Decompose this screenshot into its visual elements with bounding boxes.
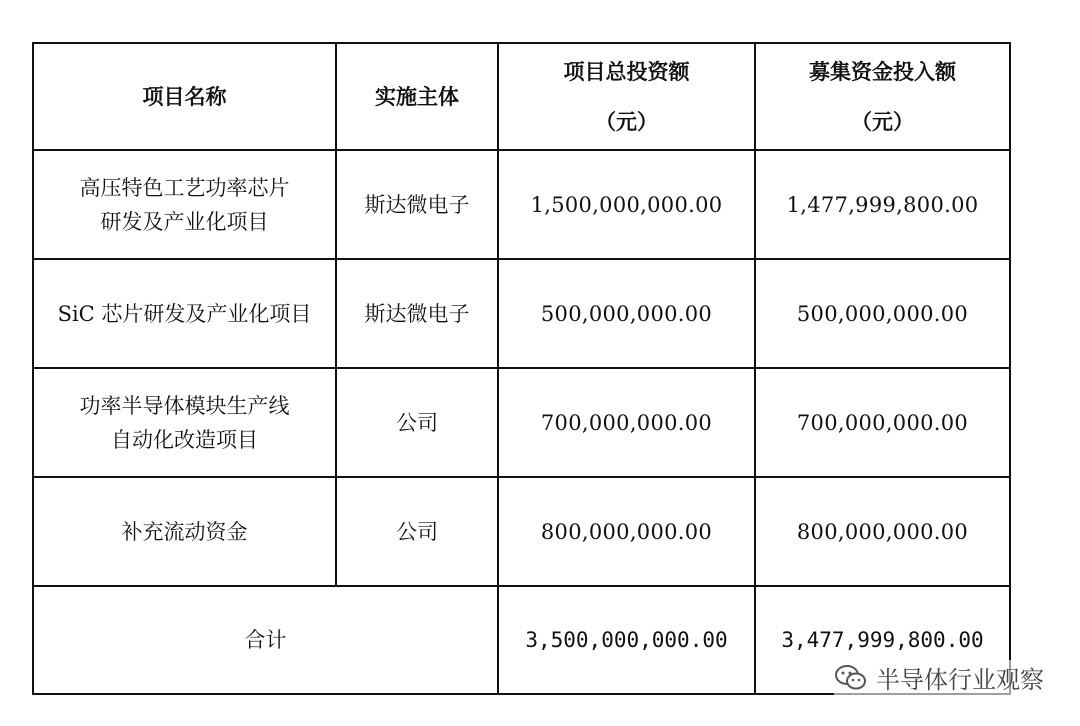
header-raised-unit: （元） (851, 108, 914, 134)
table-row (33, 150, 1010, 259)
project-name-line: 功率半导体模块生产线 (79, 393, 290, 418)
header-total-investment (498, 43, 755, 150)
watermark (834, 660, 1044, 695)
entity-cell: 斯达微电子 (336, 150, 498, 259)
project-name-line: 高压特色工艺功率芯片 (79, 175, 290, 200)
header-entity: 实施主体 (336, 43, 498, 150)
total-label: 合计 (33, 586, 498, 694)
raised-funds-cell: 500,000,000.00 (755, 259, 1010, 368)
project-name-line: SiC 芯片研发及产业化项目 (57, 301, 312, 326)
entity-cell: 公司 (336, 368, 498, 477)
entity-cell: 公司 (336, 477, 498, 586)
raised-funds-sum: 3,477,999,800.00 (755, 586, 1010, 694)
project-name-cell (33, 150, 336, 259)
header-total-unit: （元） (595, 108, 658, 134)
header-raised-label: 募集资金投入额 (809, 58, 956, 84)
raised-funds-cell: 700,000,000.00 (755, 368, 1010, 477)
header-total-label: 项目总投资额 (563, 58, 690, 84)
header-project-name: 项目名称 (33, 43, 336, 150)
raised-funds-cell: 1,477,999,800.00 (755, 150, 1010, 259)
project-name-cell (33, 477, 336, 586)
project-name-line: 自动化改造项目 (111, 427, 258, 452)
total-investment-cell: 800,000,000.00 (498, 477, 755, 586)
table-row (33, 368, 1010, 477)
project-name-cell (33, 259, 336, 368)
total-investment-sum: 3,500,000,000.00 (498, 586, 755, 694)
raised-funds-cell: 800,000,000.00 (755, 477, 1010, 586)
investment-table (32, 42, 1011, 695)
table-header-row (33, 43, 1010, 150)
total-investment-cell: 1,500,000,000.00 (498, 150, 755, 259)
wechat-icon (834, 663, 868, 693)
header-raised-funds (755, 43, 1010, 150)
project-name-cell (33, 368, 336, 477)
watermark-text: 半导体行业观察 (876, 666, 1044, 694)
table-row (33, 477, 1010, 586)
entity-cell: 斯达微电子 (336, 259, 498, 368)
total-investment-cell: 700,000,000.00 (498, 368, 755, 477)
table-row (33, 259, 1010, 368)
project-name-line: 研发及产业化项目 (100, 209, 269, 234)
project-name-line: 补充流动资金 (121, 519, 248, 544)
total-investment-cell: 500,000,000.00 (498, 259, 755, 368)
